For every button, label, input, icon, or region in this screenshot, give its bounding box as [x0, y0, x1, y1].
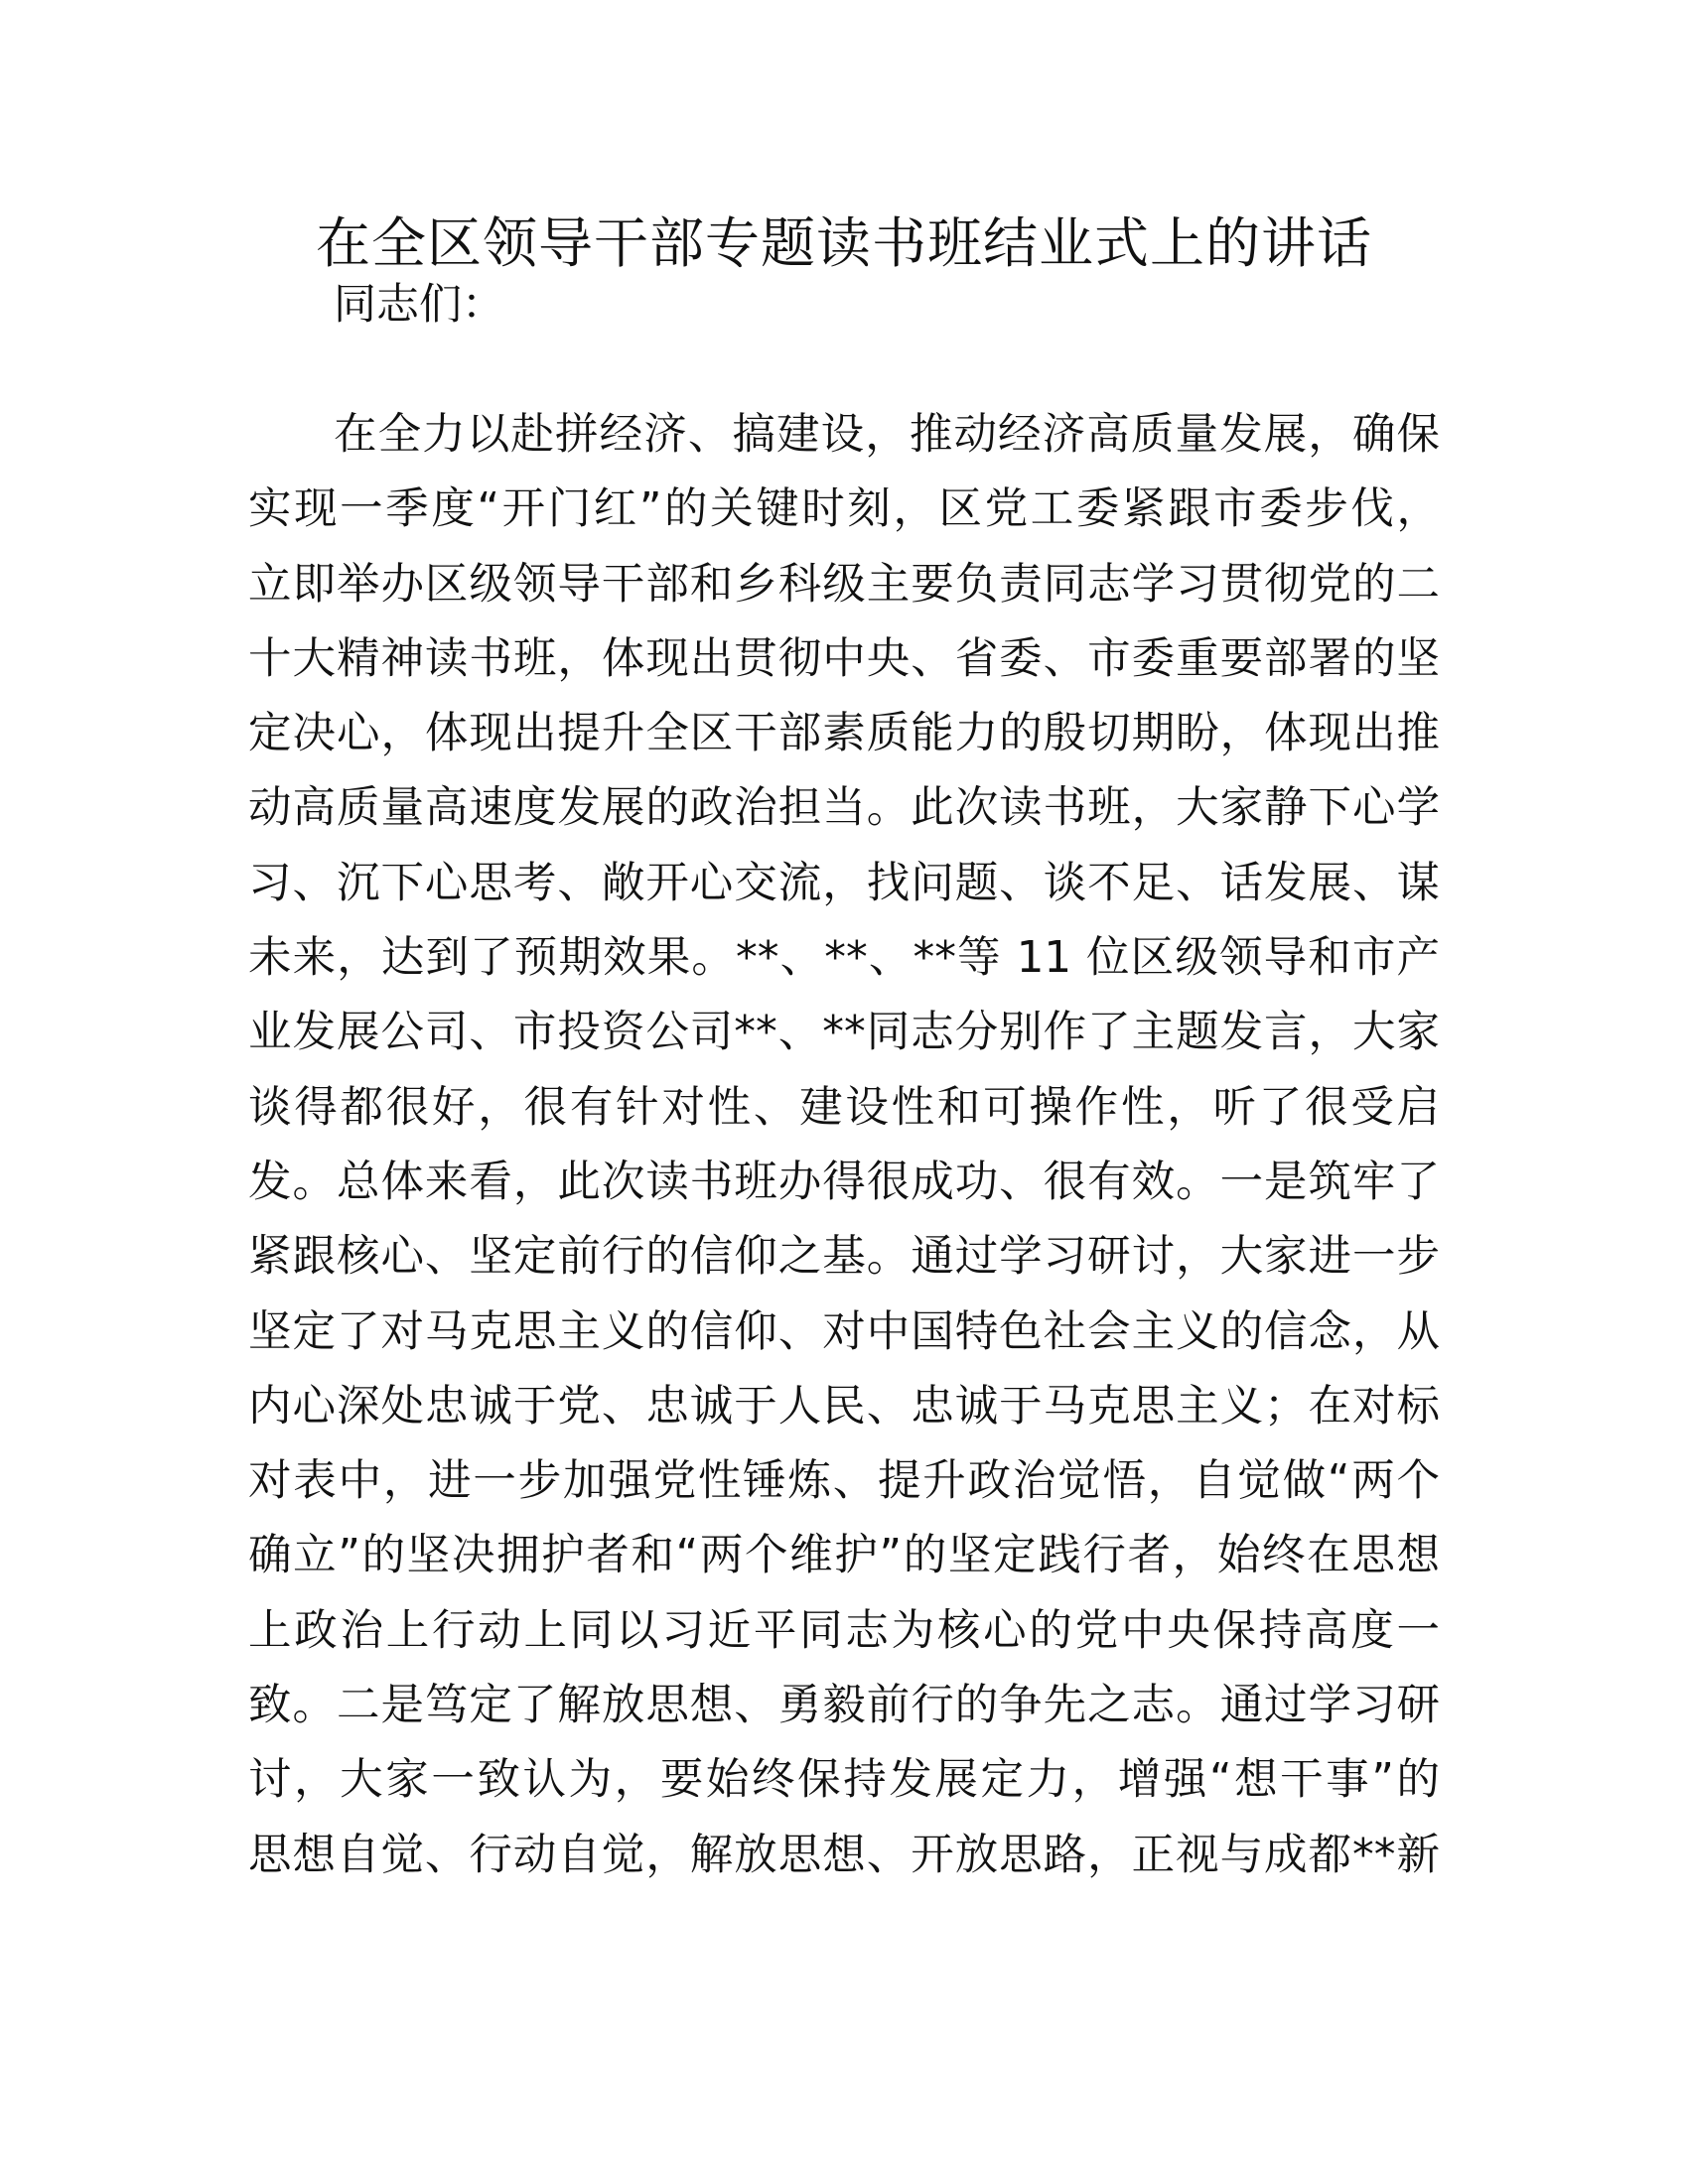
body-line: 动高质量高速度发展的政治担当。此次读书班，大家静下心学: [248, 783, 1440, 834]
body-line: 十大精神读书班，体现出贯彻中央、省委、市委重要部署的坚: [248, 633, 1440, 684]
body-line: 习、沉下心思考、敞开心交流，找问题、谈不足、话发展、谋: [248, 858, 1440, 908]
body-line: 立即举办区级领导干部和乡科级主要负责同志学习贯彻党的二: [248, 559, 1440, 610]
body-line: 讨，大家一致认为，要始终保持发展定力，增强“想干事”的: [248, 1755, 1440, 1806]
body-line: 业发展公司、市投资公司**、**同志分别作了主题发言，大家: [248, 1008, 1440, 1058]
body-line: 未来，达到了预期效果。**、**、**等 11 位区级领导和市产: [248, 933, 1440, 984]
body-line: 致。二是笃定了解放思想、勇毅前行的争先之志。通过学习研: [248, 1681, 1440, 1731]
body-line: 在全力以赴拼经济、搞建设，推动经济高质量发展，确保: [334, 410, 1440, 460]
body-line: 定决心，体现出提升全区干部素质能力的殷切期盼，体现出推: [248, 709, 1440, 759]
body-text: [248, 398, 1440, 1893]
body-line: 发。总体来看，此次读书班办得很成功、很有效。一是筑牢了: [248, 1157, 1440, 1207]
body-line: 谈得都很好，很有针对性、建设性和可操作性，听了很受启: [248, 1082, 1440, 1133]
document-title: 在全区领导干部专题读书班结业式上的讲话: [315, 211, 1372, 275]
body-line: 对表中，进一步加强党性锤炼、提升政治觉悟，自觉做“两个: [248, 1456, 1440, 1507]
body-line: 上政治上行动上同以习近平同志为核心的党中央保持高度一: [248, 1605, 1440, 1656]
body-line: 确立”的坚决拥护者和“两个维护”的坚定践行者，始终在思想: [248, 1531, 1440, 1581]
body-line: 实现一季度“开门红”的关键时刻，区党工委紧跟市委步伐，: [248, 484, 1440, 535]
body-line: 紧跟核心、坚定前行的信仰之基。通过学习研讨，大家进一步: [248, 1232, 1440, 1283]
body-line: 内心深处忠诚于党、忠诚于人民、忠诚于马克思主义；在对标: [248, 1381, 1440, 1432]
body-line: 思想自觉、行动自觉，解放思想、开放思路，正视与成都**新: [248, 1830, 1440, 1880]
salutation: 同志们：: [334, 280, 504, 330]
body-line: 坚定了对马克思主义的信仰、对中国特色社会主义的信念，从: [248, 1306, 1440, 1357]
